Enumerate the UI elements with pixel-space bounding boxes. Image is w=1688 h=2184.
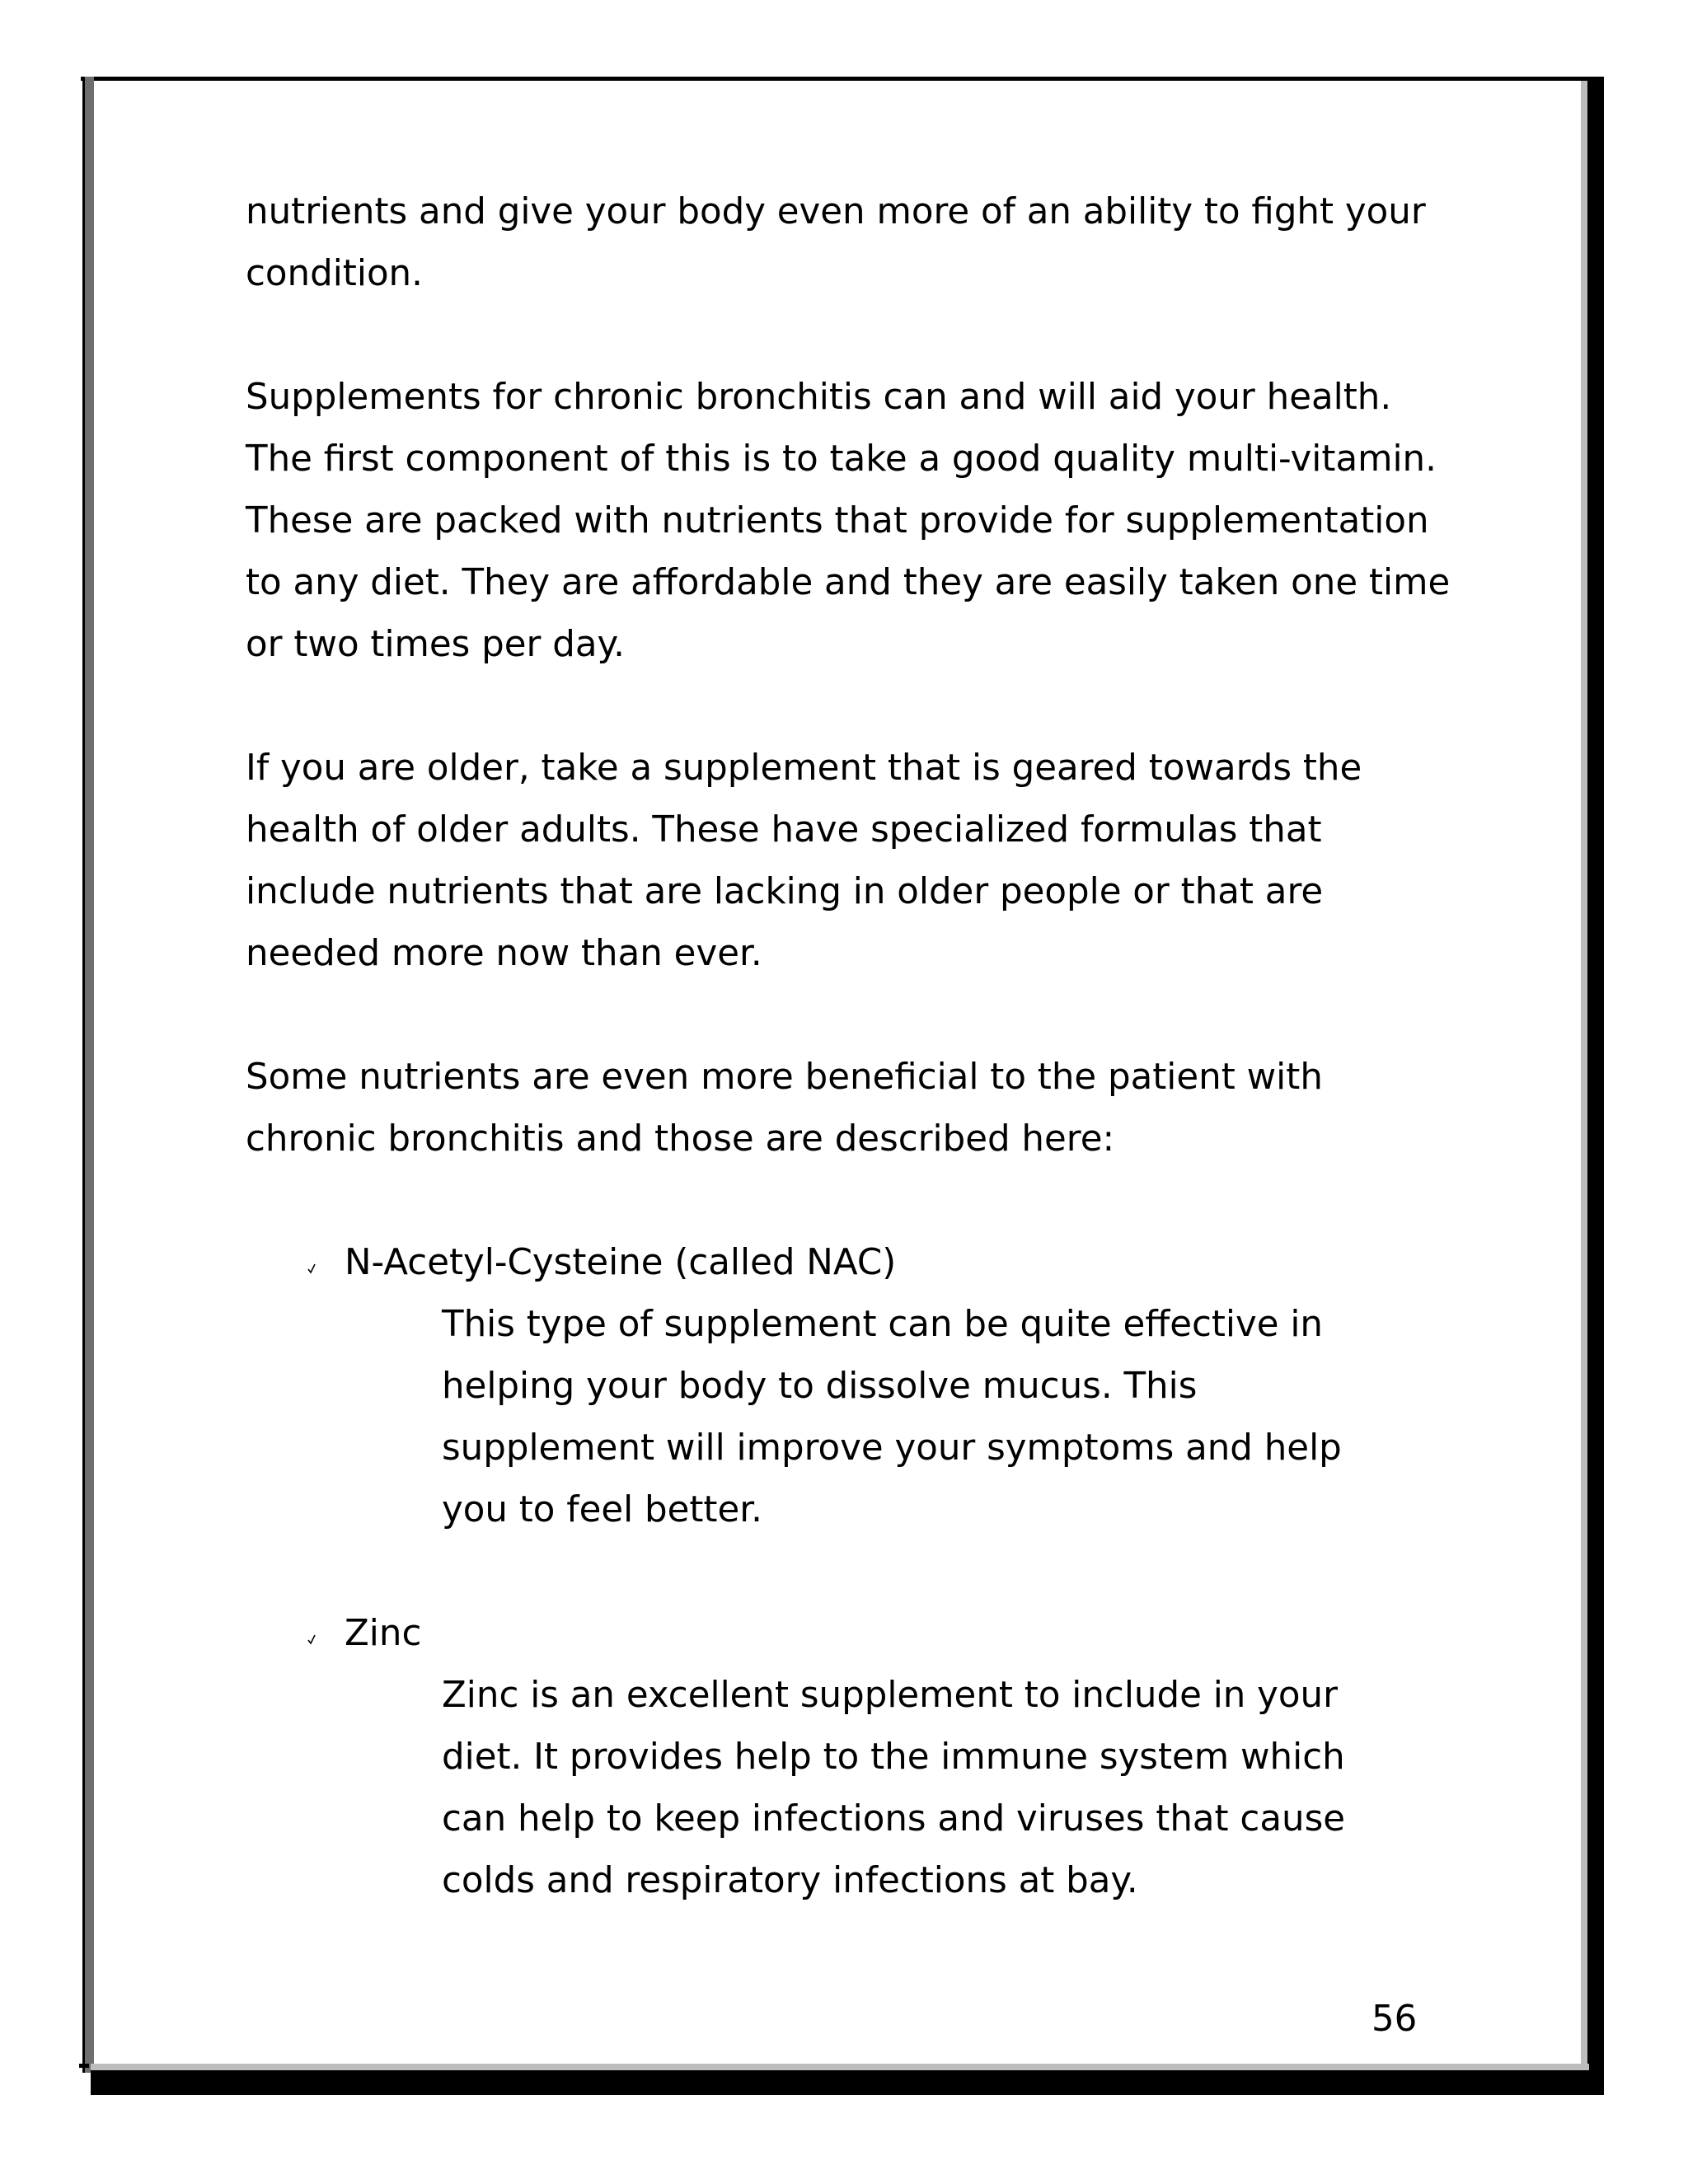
frame-bottom-highlight — [91, 2064, 1589, 2070]
list-item-title: N-Acetyl-Cysteine (called NAC) — [345, 1242, 897, 1283]
list-item-nac — [246, 1232, 1457, 1541]
list-item-description: Zinc is an excellent supplement to include in your diet. It provides help to the immune system which can help to keep infections and viruses that cause colds and respiratory infections at bay. — [442, 1675, 1345, 1901]
body-paragraph: If you are older, take a supplement that is geared towards the health of older adults. These have specialized formulas that include nutrients that are lacking in older people or that are needed more now than ever. — [246, 748, 1362, 974]
list-item-zinc — [246, 1603, 1457, 1912]
body-paragraph: Some nutrients are even more beneficial to the patient with chronic bronchitis and those are described here: — [246, 1057, 1323, 1160]
body-paragraph: Supplements for chronic bronchitis can and will aid your health. The first component of this is to take a good quality multi-vitamin. These are packed with nutrients that provide for supplementation to any diet. They are affordable and they are easily taken one time or two times per day. — [246, 377, 1451, 665]
frame-left-border — [82, 77, 94, 2073]
page-body — [246, 181, 1457, 1974]
frame-top-border — [81, 77, 1604, 81]
body-paragraph: nutrients and give your body even more of an ability to fight your condition. — [246, 191, 1426, 294]
frame-right-shadow — [1587, 77, 1604, 2095]
checkmark-icon — [307, 1262, 316, 1275]
list-item-title: Zinc — [345, 1613, 422, 1654]
checkmark-icon — [307, 1633, 316, 1646]
frame-right-highlight — [1581, 81, 1587, 2070]
list-item-description: This type of supplement can be quite effective in helping your body to dissolve mucus. This supplement will improve your symptoms and help you to feel better. — [442, 1304, 1342, 1530]
frame-bottom-shadow — [91, 2070, 1604, 2095]
page-number: 56 — [1372, 1999, 1418, 2040]
frame-corner-tick — [79, 2064, 89, 2068]
